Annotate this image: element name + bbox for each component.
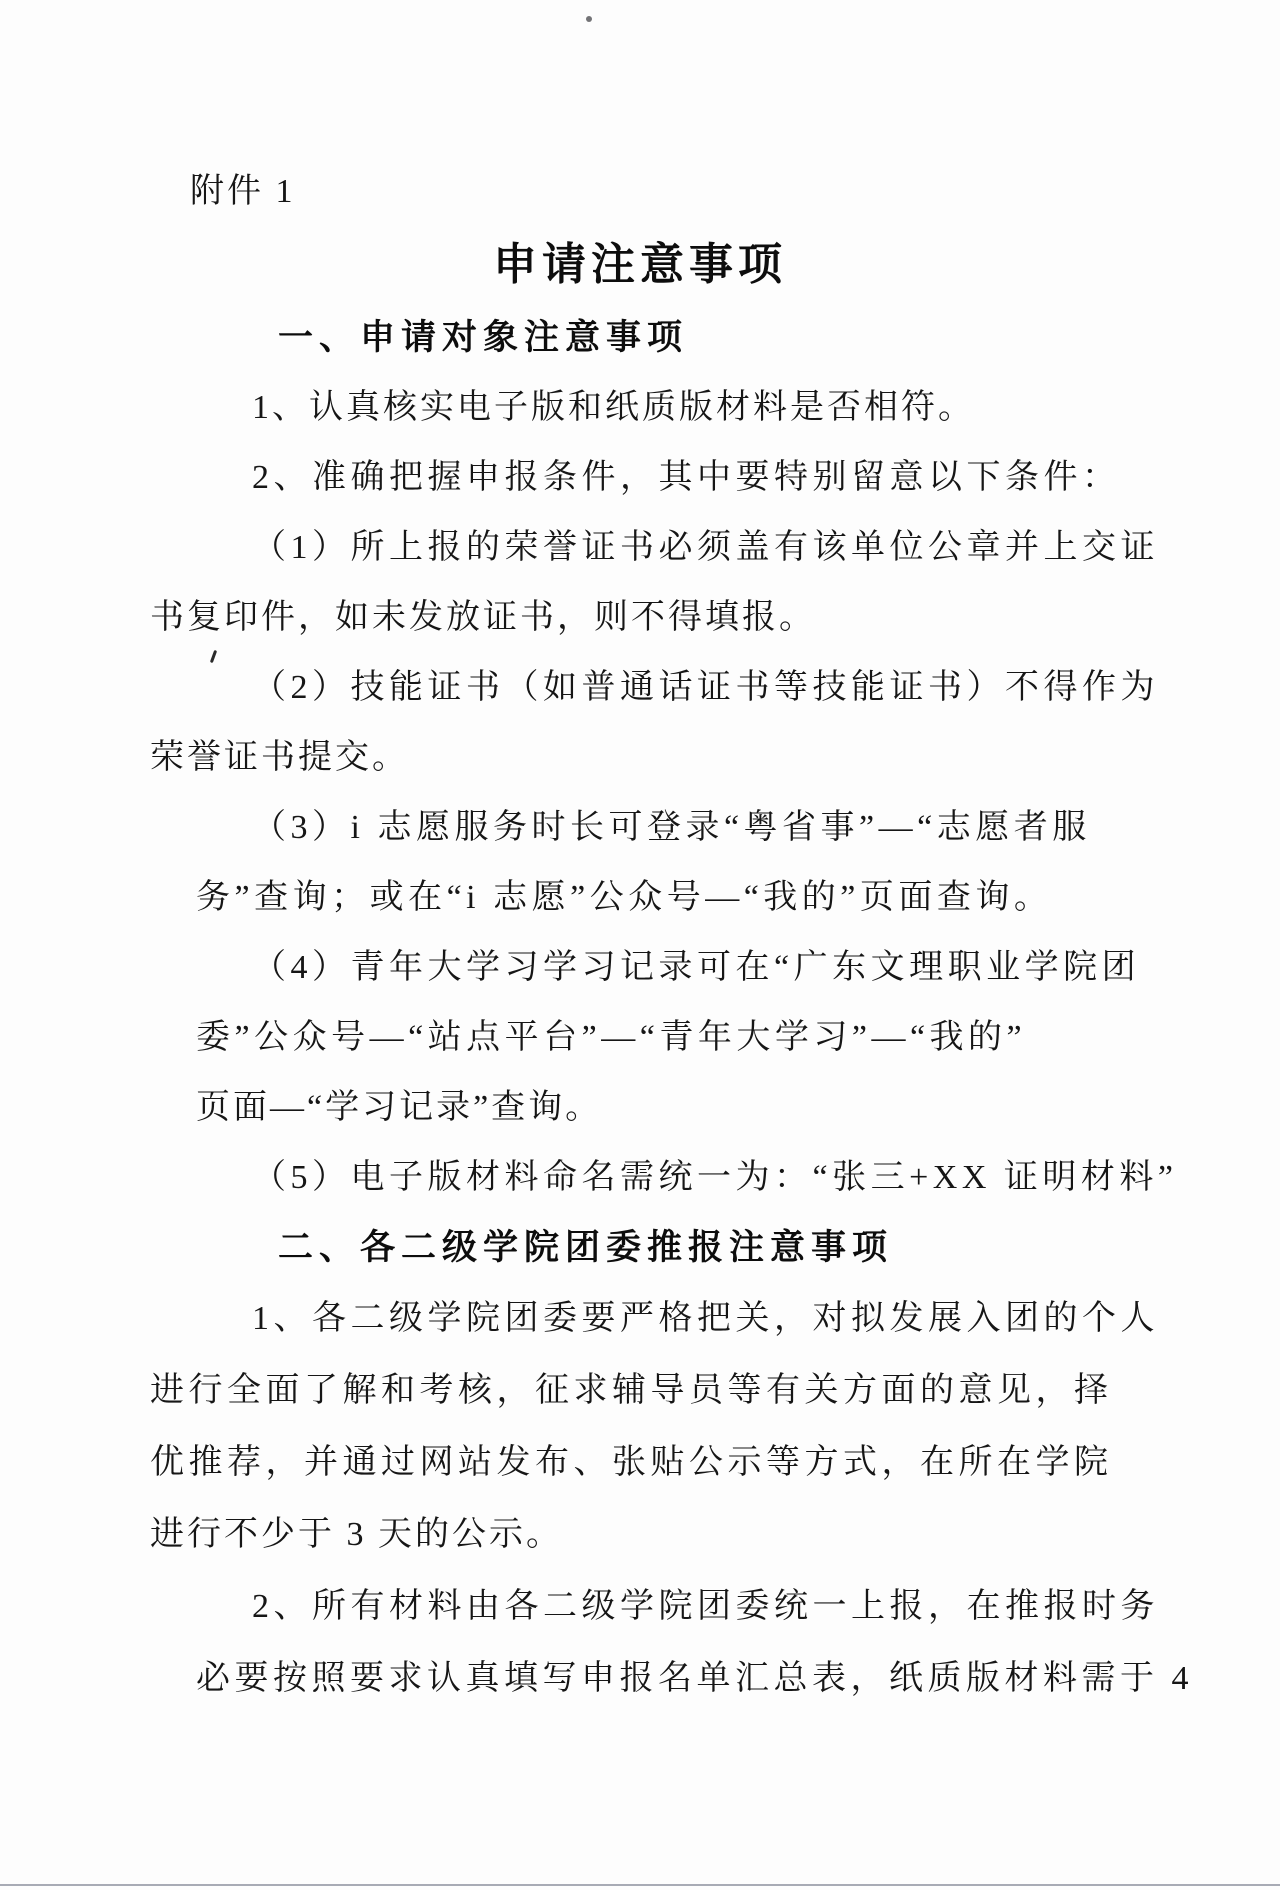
section-heading: 二、各二级学院团委推报注意事项 (278, 1228, 894, 1267)
text-line: 1、各二级学院团委要严格把关，对拟发展入团的个人 (252, 1300, 1159, 1337)
text-line: 2、所有材料由各二级学院团委统一上报，在推报时务 (252, 1588, 1159, 1625)
text-line: （3）i 志愿服务时长可登录“粤省事”—“志愿者服 (252, 809, 1091, 846)
text-line: 页面—“学习记录”查询。 (196, 1089, 603, 1126)
page-bottom-edge-line (0, 1884, 1280, 1886)
text-line: （2）技能证书（如普通话证书等技能证书）不得作为 (252, 669, 1159, 706)
text-line: 进行不少于 3 天的公示。 (150, 1516, 563, 1553)
section-heading: 一、申请对象注意事项 (278, 318, 689, 357)
text-line: 务”查询；或在“i 志愿”公众号—“我的”页面查询。 (196, 879, 1053, 916)
text-line: 必要按照要求认真填写申报名单汇总表，纸质版材料需于 4 (196, 1660, 1193, 1697)
text-line: 书复印件，如未发放证书，则不得填报。 (150, 599, 816, 636)
attachment-label: 附件 1 (190, 173, 296, 210)
text-line: 荣誉证书提交。 (150, 739, 409, 776)
page-title: 申请注意事项 (493, 240, 787, 289)
text-line: （1）所上报的荣誉证书必须盖有该单位公章并上交证 (252, 529, 1159, 566)
document-body (0, 303, 1280, 1715)
scan-speck-artifact (586, 16, 592, 22)
text-line: 委”公众号—“站点平台”—“青年大学习”—“我的” (196, 1019, 1027, 1056)
text-line: （5）电子版材料命名需统一为：“张三+XX 证明材料” (252, 1159, 1178, 1196)
text-line: （4）青年大学习学习记录可在“广东文理职业学院团 (252, 949, 1141, 986)
text-line: 优推荐，并通过网站发布、张贴公示等方式，在所在学院 (150, 1444, 1113, 1481)
text-line: 进行全面了解和考核，征求辅导员等有关方面的意见，择 (150, 1372, 1113, 1409)
text-line: 1、认真核实电子版和纸质版材料是否相符。 (252, 389, 975, 426)
text-line: 2、准确把握申报条件，其中要特别留意以下条件： (252, 459, 1121, 496)
